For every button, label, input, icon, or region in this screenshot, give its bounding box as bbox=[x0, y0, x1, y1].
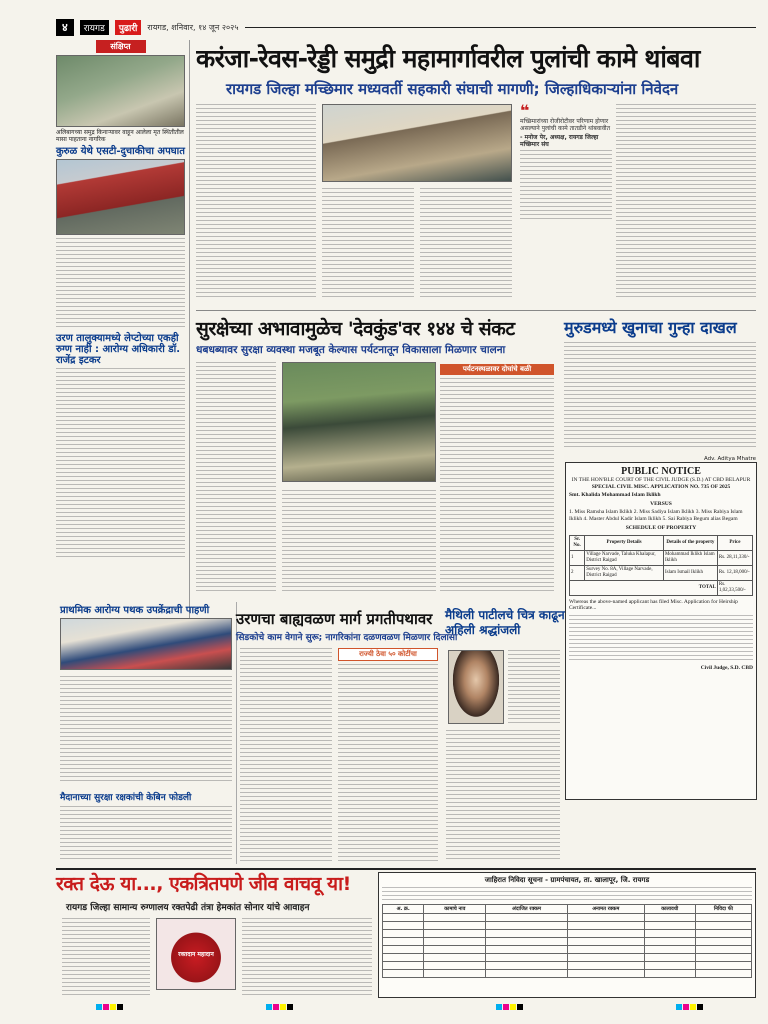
table-cell bbox=[383, 946, 424, 954]
phc-body bbox=[60, 676, 232, 784]
table-cell bbox=[486, 970, 568, 978]
table-cell bbox=[695, 930, 751, 938]
table-cell bbox=[383, 962, 424, 970]
table-cell bbox=[424, 930, 486, 938]
main-headline: करंजा-रेवस-रेड्डी समुद्री महामार्गावरील पुलांची कामे थांबवा bbox=[196, 44, 700, 73]
notice-versus: VERSUS bbox=[650, 500, 672, 507]
table-cell bbox=[695, 938, 751, 946]
table-cell bbox=[383, 954, 424, 962]
table-cell bbox=[644, 930, 695, 938]
edition-label: रायगड bbox=[80, 20, 109, 35]
tender-table bbox=[382, 904, 752, 978]
table-cell: 2 bbox=[570, 565, 585, 580]
table-cell bbox=[424, 970, 486, 978]
table-cell bbox=[486, 930, 568, 938]
table-cell bbox=[695, 970, 751, 978]
registration-marks bbox=[496, 1004, 523, 1012]
second-subheadline: धबधब्यावर सुरक्षा व्यवस्था मजबूत केल्यास पर्यटनातून विकासाला मिळणार चालना bbox=[196, 344, 506, 356]
table-cell bbox=[567, 954, 644, 962]
table-cell bbox=[486, 946, 568, 954]
table-cell: Rs. 28,11,330/- bbox=[717, 550, 752, 565]
brief-headline-phc: प्राथमिक आरोग्य पथक उपक्रेंद्राची पाहणी bbox=[60, 605, 210, 616]
table-cell bbox=[424, 962, 486, 970]
table-row bbox=[383, 930, 752, 938]
brief-body-lepto bbox=[56, 368, 185, 558]
notice-footer: Whereas the above-named applicant has filed Misc. Application for Heirship Certificate... bbox=[569, 598, 738, 611]
table-header: Property Details bbox=[585, 535, 664, 550]
table-cell bbox=[567, 962, 644, 970]
third-subheadline: सिडकोचे काम वेगाने सुरू; नागरिकांना दळणवळण मिळणार दिलासा bbox=[236, 633, 458, 643]
notice-court: IN THE HON'BLE COURT OF THE CIVIL JUDGE (S.D.) AT CBD BELAPUR bbox=[571, 477, 751, 483]
notice-signature: Civil Judge, S.D. CBD bbox=[700, 664, 753, 671]
info-box-title: पर्यटनस्थळावर दोघांचे बळी bbox=[440, 364, 554, 375]
table-cell bbox=[644, 914, 695, 922]
table-cell: TOTAL bbox=[570, 580, 718, 595]
table-row bbox=[383, 938, 752, 946]
group-photo bbox=[60, 618, 232, 670]
masthead-rule bbox=[245, 27, 757, 28]
quote-body bbox=[520, 150, 612, 220]
table-cell bbox=[695, 954, 751, 962]
table-cell bbox=[383, 930, 424, 938]
table-header: अ. क्र. bbox=[383, 905, 424, 914]
page-number: ४ bbox=[56, 19, 74, 36]
notice-body bbox=[569, 615, 753, 663]
table-total: Rs. 1,02,33,500/- bbox=[717, 580, 752, 595]
table-cell bbox=[383, 914, 424, 922]
table-cell bbox=[567, 946, 644, 954]
table-row bbox=[383, 922, 752, 930]
table-row bbox=[383, 970, 752, 978]
table-row bbox=[570, 550, 753, 565]
blood-drive-headline: रक्त देऊ या..., एकत्रितपणे जीव वाचवू या! bbox=[56, 873, 351, 895]
table-header: अंदाजित रक्कम bbox=[486, 905, 568, 914]
table-header: Sr. No. bbox=[570, 535, 585, 550]
beach-photo bbox=[56, 55, 185, 127]
quote-author: - मनोज पेर, अध्यक्ष, रायगड जिल्हा मच्छिमार संघ bbox=[520, 134, 599, 148]
table-row bbox=[570, 580, 753, 595]
table-cell bbox=[567, 914, 644, 922]
table-header: Details of the property bbox=[663, 535, 717, 550]
table-cell: 1 bbox=[570, 550, 585, 565]
blood-drive-col-1 bbox=[62, 918, 150, 996]
third-story-col-2 bbox=[338, 664, 438, 862]
table-header: Price bbox=[717, 535, 752, 550]
second-headline: सुरक्षेच्या अभावामुळेच 'देवकुंड'वर १४४ चे संकट bbox=[196, 318, 515, 340]
table-cell bbox=[567, 970, 644, 978]
brief-headline-cabin: मैदानाच्या सुरक्षा रक्षकांची केबिन फोडली bbox=[60, 793, 192, 803]
photo-caption: अलिबागच्या समुद्र किनाऱ्यावर वाहून आलेला मृत स्थितीतील मासा पाहताना नागरिक bbox=[56, 129, 184, 143]
info-box-body bbox=[440, 378, 554, 594]
table-cell bbox=[424, 954, 486, 962]
second-story-col-2 bbox=[282, 490, 436, 594]
table-cell bbox=[644, 946, 695, 954]
main-story-col-1 bbox=[196, 104, 316, 300]
advocate-label: Adv. Aditya Mhatre bbox=[704, 456, 756, 462]
third-story-col-1 bbox=[240, 648, 332, 862]
table-cell bbox=[383, 938, 424, 946]
table-cell: Islam Ismail Iklikh bbox=[663, 565, 717, 580]
table-cell bbox=[486, 922, 568, 930]
bus-photo bbox=[56, 159, 185, 235]
brief-headline-accident: कुरुळ येथे एसटी-दुचाकीचा अपघात bbox=[56, 146, 185, 157]
registration-marks bbox=[266, 1004, 293, 1012]
brief-tag: संक्षिप्त bbox=[96, 40, 146, 53]
main-story-col-5 bbox=[616, 104, 756, 300]
notice-applicant: Smt. Khalida Mohammad Islam Iklikh bbox=[569, 492, 661, 498]
table-cell bbox=[644, 970, 695, 978]
notice-respondents: 1. Miss Ramsha Islam Iklikh 2. Miss Sadiya Islam Iklikh 3. Miss Rabiya Islam Iklikh 4. Master Abdul Kadir Islam Iklikh 5. Sai Rabiya Begum alias Begam bbox=[569, 509, 743, 522]
table-cell bbox=[383, 970, 424, 978]
table-cell: Survey No. 8A, Village Narvade, District Raigad bbox=[585, 565, 664, 580]
table-row bbox=[383, 962, 752, 970]
table-cell bbox=[383, 922, 424, 930]
public-notice bbox=[565, 462, 757, 800]
schedule-table bbox=[569, 535, 753, 596]
third-box-title: राज्यी ठेवा ५० कोटींचा bbox=[338, 648, 438, 661]
fourth-story-col-2 bbox=[446, 730, 560, 862]
registration-marks bbox=[676, 1004, 703, 1012]
portrait-photo bbox=[448, 650, 504, 724]
schedule-title: SCHEDULE OF PROPERTY bbox=[625, 525, 697, 531]
table-row bbox=[383, 954, 752, 962]
table-cell bbox=[644, 922, 695, 930]
tender-intro bbox=[382, 887, 752, 901]
table-cell bbox=[695, 962, 751, 970]
main-story-col-3 bbox=[420, 188, 512, 300]
table-cell bbox=[695, 914, 751, 922]
blood-drop-image bbox=[156, 918, 236, 990]
tender-title: जाहिरात निविदा सूचना - ग्रामपंचायत, ता. खालापूर, जि. रायगड bbox=[484, 876, 650, 884]
table-cell: Rs. 12,18,000/- bbox=[717, 565, 752, 580]
second-story-col-1 bbox=[196, 362, 276, 594]
table-cell bbox=[567, 938, 644, 946]
blood-drive-col-2 bbox=[242, 918, 372, 996]
brief-headline-lepto: उरण तालुक्यामध्ये लेप्टोच्या एकही रुग्ण नाही : आरोग्य अधिकारी डॉ. राजेंद्र इटकर bbox=[56, 333, 181, 366]
notice-case: SPECIAL CIVIL MISC. APPLICATION NO. 735 OF 2025 bbox=[591, 483, 731, 490]
fourth-headline: मैथिली पाटीलचे चित्र काढून अहिली श्रद्धांजली bbox=[445, 608, 565, 637]
table-cell bbox=[424, 914, 486, 922]
main-story-col-2 bbox=[322, 188, 414, 300]
main-subheadline: रायगड जिल्हा मच्छिमार मध्यवर्ती सहकारी संघाची मागणी; जिल्हाधिकाऱ्यांना निवेदन bbox=[226, 80, 679, 98]
table-cell bbox=[567, 930, 644, 938]
table-cell bbox=[567, 922, 644, 930]
table-cell bbox=[424, 922, 486, 930]
blood-drive-subheadline: रायगड जिल्हा सामान्य रुग्णालय रक्तपेढी तंत्रा हेमकांत सोनार यांचे आवाहन bbox=[66, 903, 310, 913]
right-story-body bbox=[564, 342, 756, 450]
third-headline: उरणचा बाह्यवळण मार्ग प्रगतीपथावर bbox=[236, 610, 433, 628]
quote-text: मच्छिमारांच्या रोजीरोटीवर परिणाम होणार असल्याने पुलांची कामे तातडीने थांबवावीत bbox=[520, 118, 611, 132]
section-divider bbox=[196, 310, 756, 311]
brand-logo: पुढारी bbox=[115, 20, 142, 35]
masthead bbox=[56, 18, 756, 36]
table-cell: Village Narvade, Taluka Khalapur, District Raigad bbox=[585, 550, 664, 565]
right-headline: मुरुडमध्ये खुनाचा गुन्हा दाखल bbox=[564, 318, 737, 337]
table-header: अनामत रक्कम bbox=[567, 905, 644, 914]
meeting-photo bbox=[322, 104, 512, 182]
issue-date: रायगड, शनिवार, १४ जून २०२५ bbox=[147, 22, 239, 32]
table-header: निविदा फी bbox=[695, 905, 751, 914]
quote-box bbox=[520, 101, 612, 249]
fourth-story-col-1 bbox=[508, 650, 560, 724]
table-cell: Mohammad Iklikh Islam Iklikh bbox=[663, 550, 717, 565]
table-row bbox=[570, 565, 753, 580]
table-cell bbox=[695, 922, 751, 930]
table-header: कामाचे नाव bbox=[424, 905, 486, 914]
table-header: कालावधी bbox=[644, 905, 695, 914]
quote-icon: ❝ bbox=[520, 101, 530, 120]
notice-title: PUBLIC NOTICE bbox=[621, 466, 701, 477]
waterfall-photo bbox=[282, 362, 436, 482]
table-cell bbox=[644, 954, 695, 962]
table-row bbox=[383, 914, 752, 922]
table-cell bbox=[695, 946, 751, 954]
table-cell bbox=[424, 946, 486, 954]
table-cell bbox=[486, 938, 568, 946]
table-cell bbox=[486, 914, 568, 922]
main-story-body bbox=[196, 101, 756, 302]
table-cell bbox=[644, 938, 695, 946]
table-cell bbox=[486, 962, 568, 970]
table-cell bbox=[644, 962, 695, 970]
table-row bbox=[383, 946, 752, 954]
brief-column bbox=[56, 40, 190, 630]
blood-image-text: रक्तदान महादान bbox=[178, 951, 214, 958]
brief-body bbox=[56, 238, 185, 330]
table-cell bbox=[486, 954, 568, 962]
tender-notice bbox=[378, 872, 756, 998]
registration-marks bbox=[96, 1004, 123, 1012]
table-cell bbox=[424, 938, 486, 946]
cabin-body bbox=[60, 806, 232, 862]
